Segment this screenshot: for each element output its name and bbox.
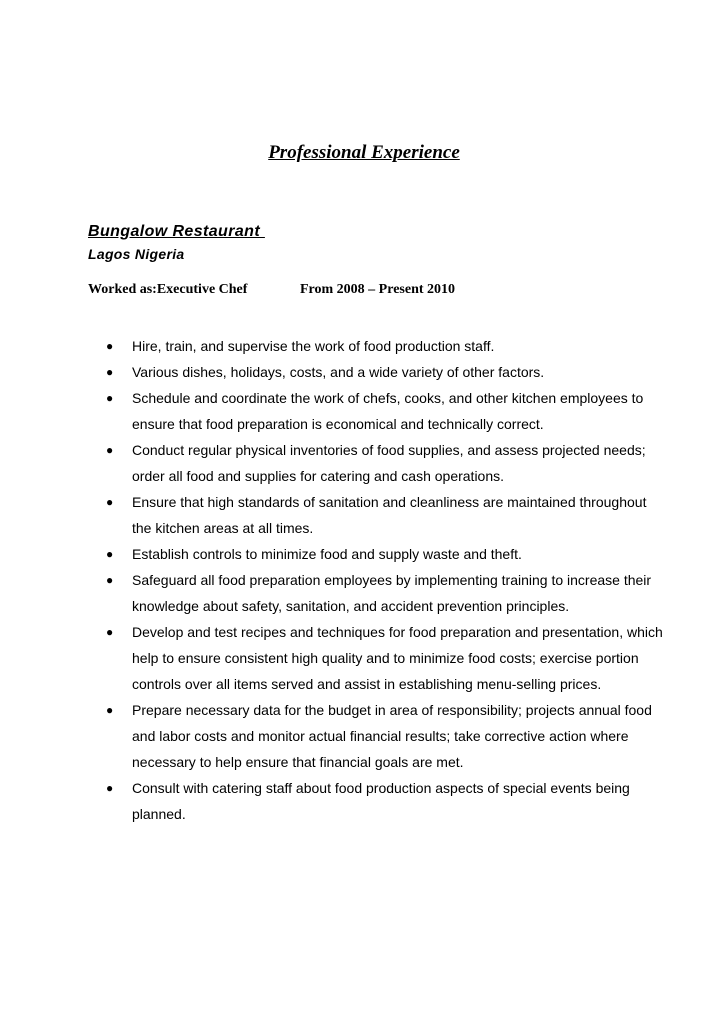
duty-item xyxy=(0,775,728,827)
duties-list xyxy=(0,333,728,827)
duty-item xyxy=(0,385,728,437)
duty-text: Conduct regular physical inventories of food supplies, and assess projected needs; order all food and supplies for catering and cash operations. xyxy=(132,442,646,484)
duty-item xyxy=(0,567,728,619)
duty-text: Prepare necessary data for the budget in area of responsibility; projects annual food and labor costs and monitor actual financial results; take corrective action where necessary to help ensure that financial goals are met. xyxy=(132,702,652,770)
bullet-icon: ● xyxy=(106,365,114,379)
duty-text: Consult with catering staff about food production aspects of special events being planned. xyxy=(132,780,630,822)
duty-text: Schedule and coordinate the work of chefs, cooks, and other kitchen employees to ensure that food preparation is economical and technically correct. xyxy=(132,390,644,432)
job-role: Worked as:Executive Chef xyxy=(88,282,248,297)
employer-name: Bungalow Restaurant xyxy=(88,223,265,240)
duty-text: Ensure that high standards of sanitation and cleanliness are maintained throughout the kitchen areas at all times. xyxy=(132,494,647,536)
duty-text: Various dishes, holidays, costs, and a wide variety of other factors. xyxy=(132,364,545,380)
duty-item xyxy=(0,359,728,385)
bullet-icon: ● xyxy=(106,625,114,639)
employer-location: Lagos Nigeria xyxy=(88,246,185,262)
duty-item xyxy=(0,619,728,697)
job-period: From 2008 – Present 2010 xyxy=(300,282,456,297)
bullet-icon: ● xyxy=(106,703,114,717)
duty-text: Establish controls to minimize food and supply waste and theft. xyxy=(132,546,522,562)
duty-item xyxy=(0,437,728,489)
bullet-icon: ● xyxy=(106,547,114,561)
duty-item xyxy=(0,489,728,541)
duty-item xyxy=(0,333,728,359)
bullet-icon: ● xyxy=(106,495,114,509)
duty-item xyxy=(0,541,728,567)
bullet-icon: ● xyxy=(106,339,114,353)
duty-item xyxy=(0,697,728,775)
duty-text: Develop and test recipes and techniques for food preparation and presentation, which help to ensure consistent high quality and to minimize food costs; exercise portion controls over all items served and assist in establishing menu-selling prices. xyxy=(132,624,663,692)
bullet-icon: ● xyxy=(106,573,114,587)
duty-text: Safeguard all food preparation employees by implementing training to increase their knowledge about safety, sanitation, and accident prevention principles. xyxy=(132,572,652,614)
duty-text: Hire, train, and supervise the work of food production staff. xyxy=(132,338,495,354)
section-title: Professional Experience xyxy=(268,142,460,163)
bullet-icon: ● xyxy=(106,443,114,457)
bullet-icon: ● xyxy=(106,781,114,795)
bullet-icon: ● xyxy=(106,391,114,405)
